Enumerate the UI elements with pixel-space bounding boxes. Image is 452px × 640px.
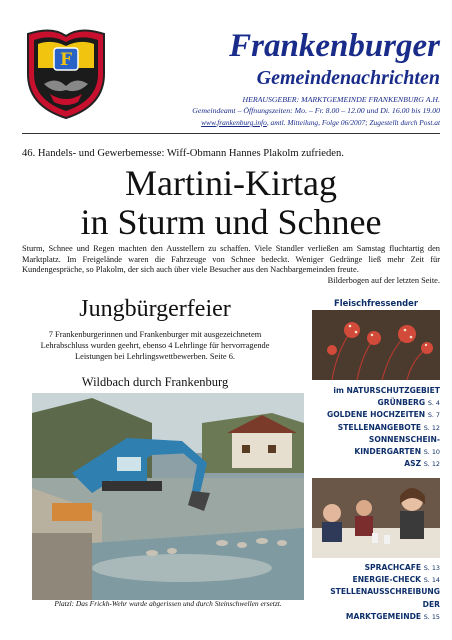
contents-item[interactable]: STELLENAUSSCHREIBUNG DER bbox=[330, 587, 440, 609]
contents-item[interactable]: GOLDENE HOCHZEITEN S. 7 bbox=[326, 410, 440, 420]
contents-item[interactable]: im NATURSCHUTZGEBIET bbox=[333, 386, 440, 395]
story-kicker: 46. Handels- und Gewerbemesse: Wiff-Obmann Hannes Plakolm zufrieden. bbox=[22, 148, 344, 159]
contents-list-top bbox=[312, 385, 440, 470]
headline-line-2: in Sturm und Schnee bbox=[80, 202, 382, 242]
header-divider bbox=[22, 133, 440, 134]
river-construction-photo bbox=[32, 393, 304, 600]
contents-list-bottom bbox=[312, 562, 440, 623]
sundew-plant-photo bbox=[312, 310, 440, 380]
main-headline bbox=[22, 164, 440, 242]
municipal-crest-logo bbox=[22, 28, 110, 120]
contents-item[interactable]: SONNENSCHEIN- bbox=[368, 434, 440, 444]
jungbuerger-text: 7 Frankenburgerinnen und Frankenburger mit ausgezeichnetem Lehrabschluss wurden geehrt, ebenso 4 Lehrlinge für hervorragende Leistungen bei Lehrlingswettbewerben. Seite 6. bbox=[40, 330, 270, 361]
contents-item[interactable]: STELLENANGEBOTE S. 12 bbox=[337, 422, 440, 432]
contents-item[interactable]: KINDERGARTEN S. 10 bbox=[354, 447, 440, 457]
contents-item[interactable]: SPRACHCAFE S. 13 bbox=[364, 563, 440, 572]
photo-caption: Platzl: Das Frickh-Wehr wurde abgerissen und durch Steinschwellen ersetzt. bbox=[54, 599, 282, 608]
contents-item[interactable]: MARKTGEMEINDE S. 15 bbox=[345, 611, 440, 621]
contents-item[interactable]: ASZ S. 12 bbox=[404, 459, 440, 469]
site-line bbox=[100, 118, 440, 127]
contents-item[interactable]: GRÜNBERG S. 4 bbox=[377, 398, 440, 408]
masthead-title: Frankenburger bbox=[229, 28, 440, 64]
site-note: , amtl. Mitteilung, Folge 06/2007; Zugestellt durch Post.at bbox=[266, 118, 440, 127]
website-link[interactable]: www.frankenburg.info bbox=[201, 118, 267, 127]
masthead-subtitle: Gemeindenachrichten bbox=[256, 67, 440, 89]
lead-paragraph bbox=[22, 244, 440, 286]
wildbach-heading: Wildbach durch Frankenburg bbox=[81, 375, 229, 389]
office-hours: Gemeindeamt – Öffnungszeiten: Mo. – Fr. 8.00 – 12.00 und Di. 16.00 bis 19.00 bbox=[192, 106, 440, 115]
publisher-line: HERAUSGEBER: MARKTGEMEINDE FRANKENBURG A.H. bbox=[242, 95, 440, 104]
contents-item[interactable]: ENERGIE-CHECK S. 14 bbox=[352, 575, 440, 585]
lead-reference: Bilderbogen auf der letzten Seite. bbox=[327, 275, 440, 285]
language-cafe-photo bbox=[312, 478, 440, 558]
feature-head-sonnentau: Fleischfressender bbox=[312, 296, 440, 310]
jungbuerger-heading: Jungbürgerfeier bbox=[79, 296, 231, 322]
lead-text: Sturm, Schnee und Regen machten den Ausstellern zu schaffen. Viele Standler verließen am Samstag fluchtartig den Marktplatz. Im Freigelände waren die Fahrzeuge von Schnee bedeckt. Weniger Gedränge ließ mehr Zeit für Kundengespräche, so Plakolm, der sich auch über viele Besucher aus den Nachbargemeinden freute. bbox=[22, 244, 440, 275]
headline-line-1: Martini-Kirtag bbox=[125, 163, 337, 203]
crest-letter: F bbox=[59, 50, 73, 70]
